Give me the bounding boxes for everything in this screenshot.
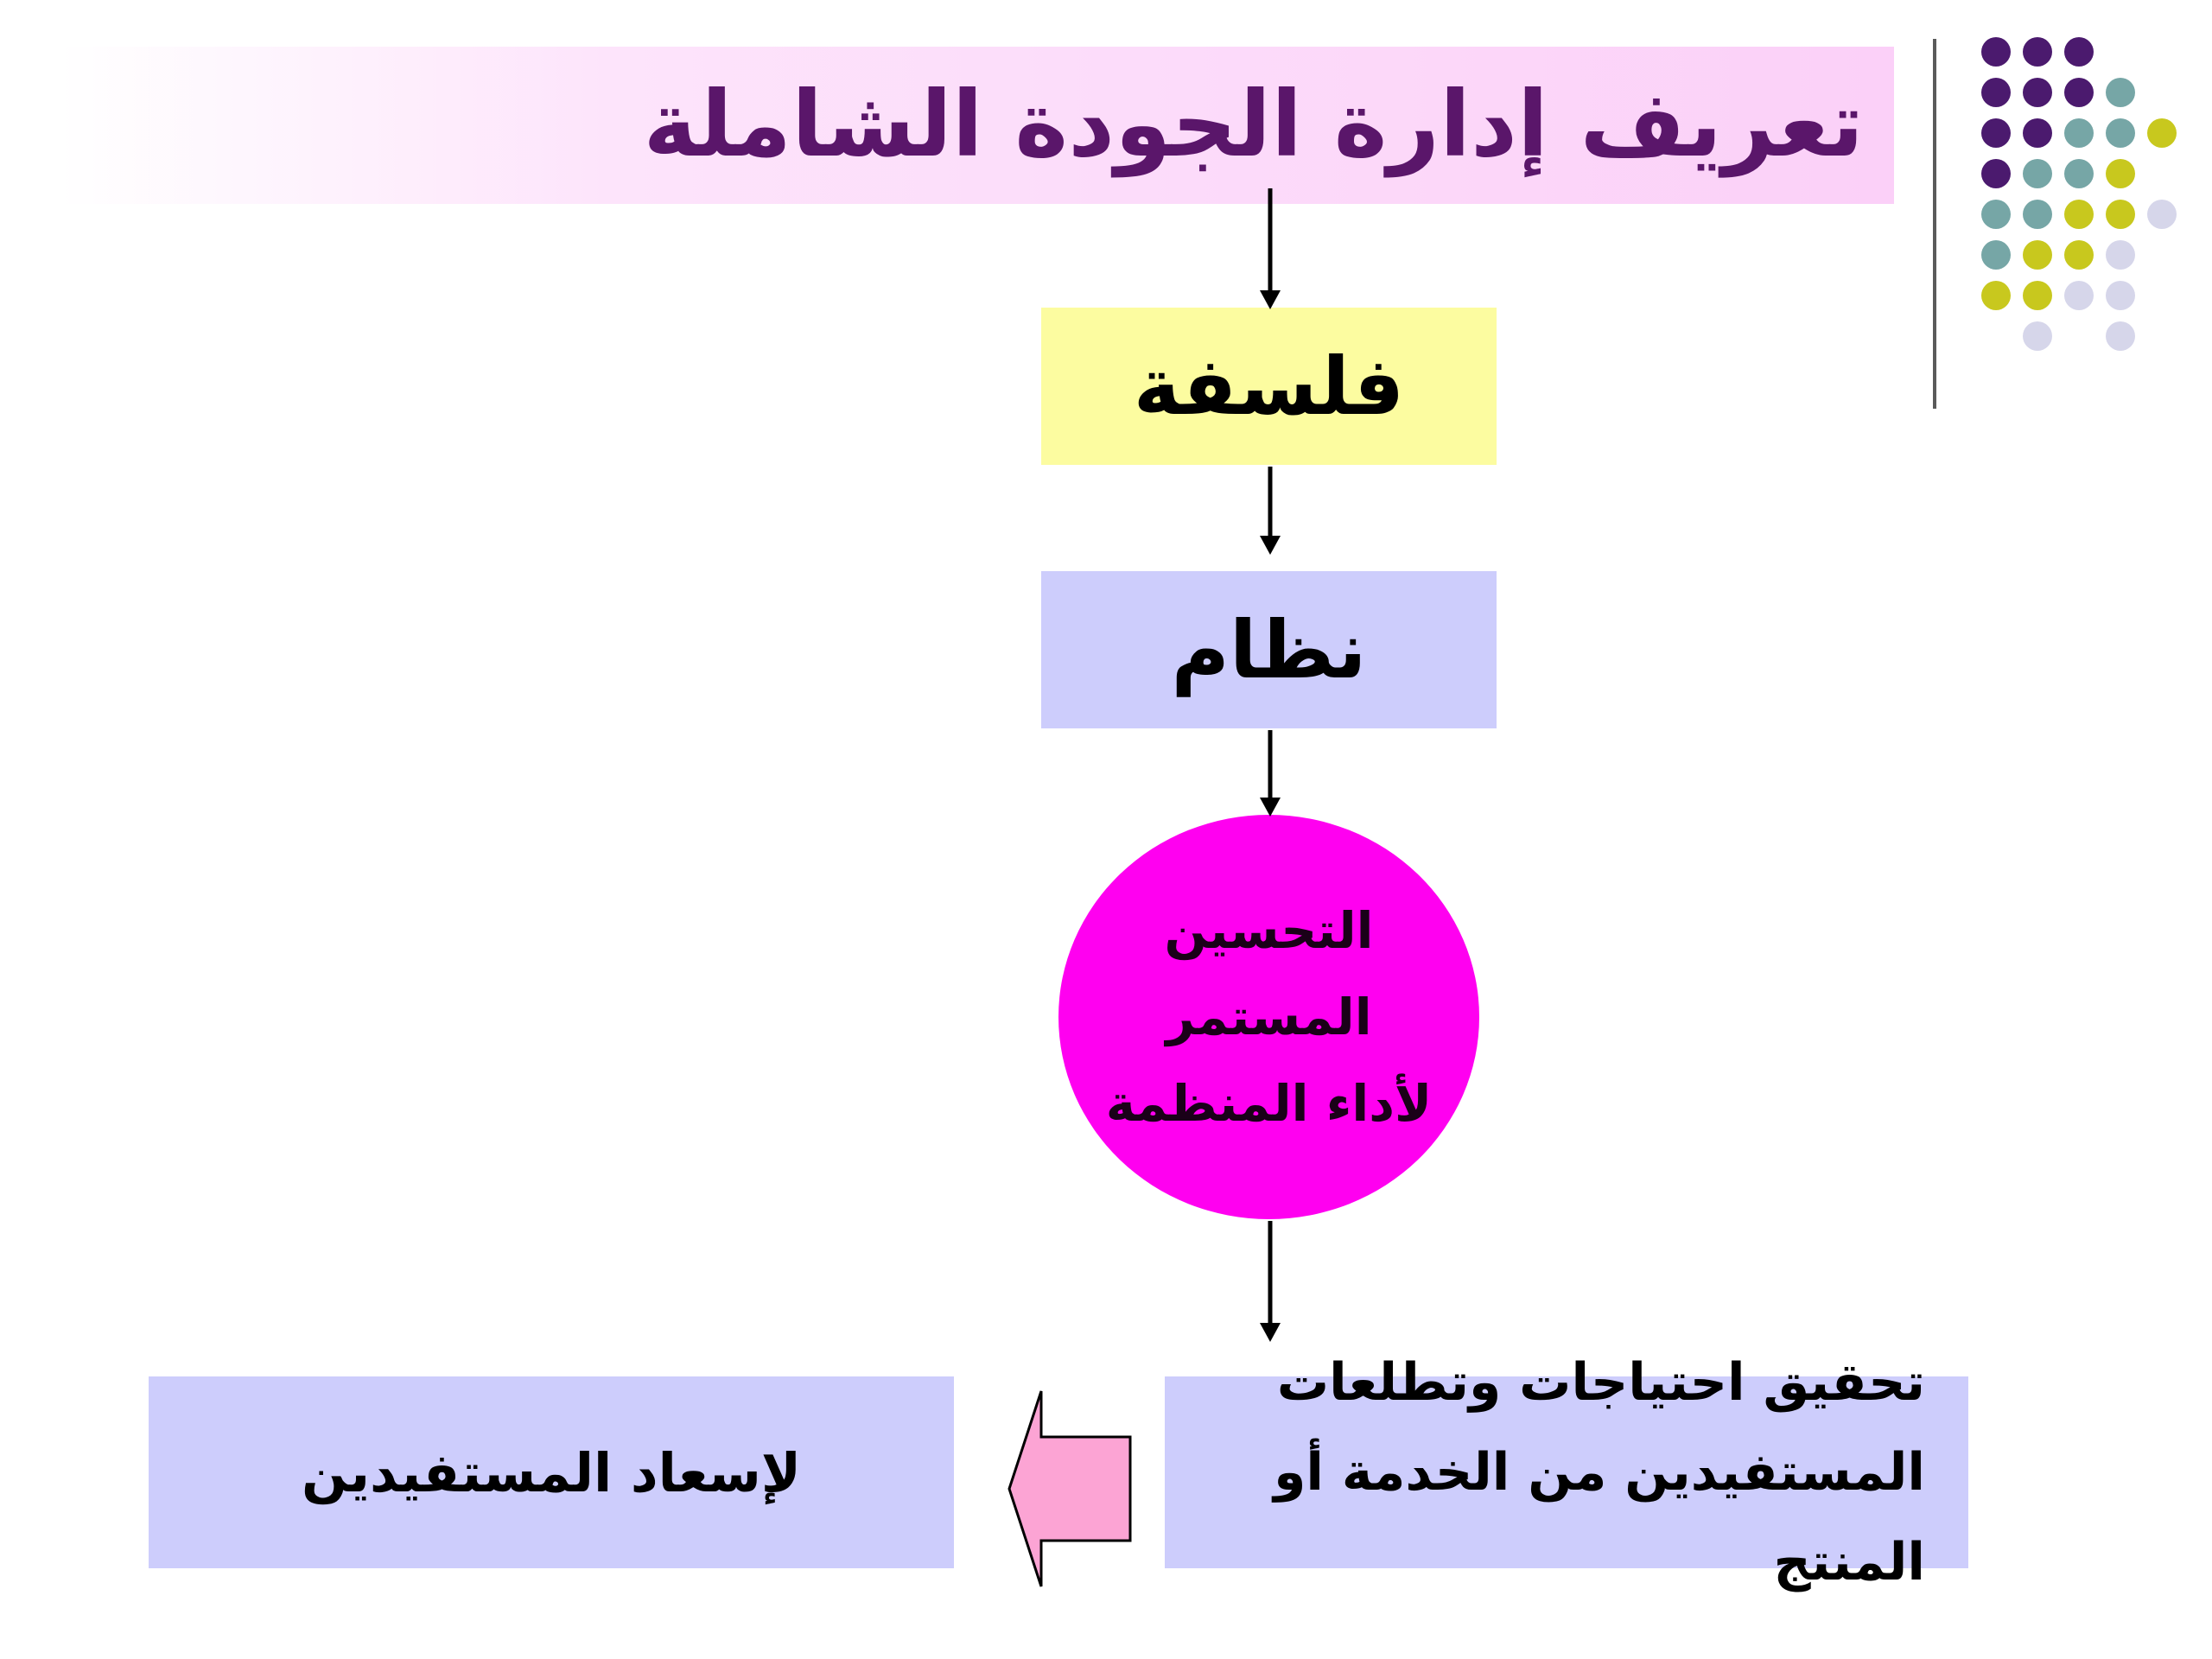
arrow-system-to-circle (1260, 730, 1281, 817)
improvement-label-line2: لأداء المنظمة (1105, 1074, 1433, 1133)
improvement-label-line1: التحسين المستمر (1164, 901, 1374, 1046)
slide-title: تعريف إدارة الجودة الشاملة (643, 72, 1864, 177)
system-label: نظام (1171, 603, 1367, 696)
arrow-philosophy-to-system (1260, 467, 1281, 555)
needs-label-line2: المستفيدين من الخدمة أو المنتج (1274, 1442, 1925, 1592)
arrow-circle-to-needs (1260, 1221, 1281, 1342)
arrow-title-to-philosophy (1260, 188, 1281, 309)
happiness-label: لإسعاد المستفيدين (301, 1440, 802, 1504)
block-arrow-left (1009, 1391, 1130, 1586)
philosophy-label: فلسفة (1133, 340, 1405, 433)
needs-label-line1: تحقيق احتياجات وتطلعات (1276, 1352, 1925, 1413)
